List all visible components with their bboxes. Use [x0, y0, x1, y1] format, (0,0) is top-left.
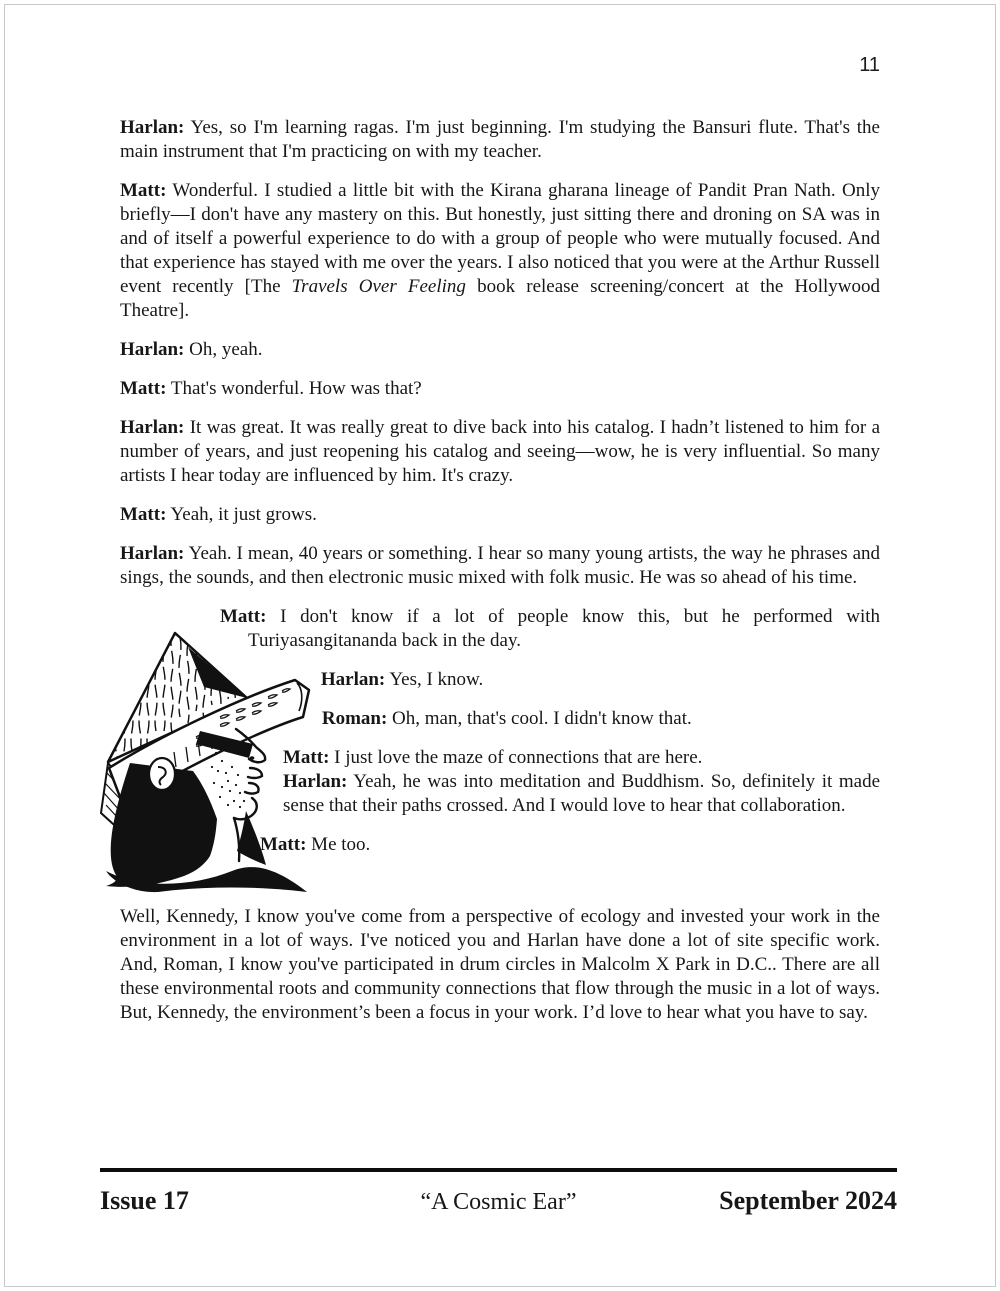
speaker-label: Matt: [120, 378, 167, 399]
dialogue-text: Oh, yeah. [189, 339, 263, 360]
dialogue-text: Yeah. I mean, 40 years or something. I hear so many young artists, the way he phrases and sings, the sounds, and then electronic music mixed with folk music. He was so ahead of his time. [120, 543, 880, 588]
dialogue-text: Wonderful. I studied a little bit with the Kirana gharana lineage of Pandit Pran Nath. Only briefly—I don't have any mastery on this. But honestly, just sitting there and droning on SA was in and of itself a powerful experience to do with a group of people who were mutually focused. And that experience has stayed with me over the years. I also noticed that you were at the Arthur Russell event recently [The [120, 180, 880, 297]
dialogue-text: Well, Kennedy, I know you've come from a perspective of ecology and invested your work in the environment in a lot of ways. I've noticed you and Harlan have done a lot of site specific work. And, Roman, I know you've participated in drum circles in Malcolm X Park in D.C.. There are all these environmental roots and community connections that flow through the music in a lot of ways. But, Kennedy, the environment’s been a focus in your work. I’d love to hear what you have to say. [120, 906, 880, 1023]
dialogue-paragraph [120, 542, 880, 590]
interview-body [120, 116, 880, 1040]
page-footer [100, 1168, 897, 1216]
speaker-label: Matt: [120, 504, 167, 525]
dialogue-paragraph [120, 416, 880, 488]
closing-question-paragraph [120, 905, 880, 1025]
dialogue-text: Yeah, he was into meditation and Buddhism. So, definitely it made sense that their paths crossed. And I would love to hear that collaboration. [283, 771, 881, 816]
speaker-label: Matt: [260, 834, 307, 855]
footer-row [100, 1172, 897, 1216]
dialogue-text: It was great. It was really great to dive back into his catalog. I hadn’t listened to him for a number of years, and just reopening his catalog and seeing—wow, he is very influential. So many artists I hear today are influenced by him. It's crazy. [120, 417, 880, 486]
book-title-italic: Travels Over Feeling [291, 276, 466, 297]
footer-title: “A Cosmic Ear” [420, 1189, 577, 1215]
dialogue-text: Yeah, it just grows. [170, 504, 317, 525]
dialogue-text: Yes, so I'm learning ragas. I'm just beginning. I'm studying the Bansuri flute. That's the main instrument that I'm practicing on with my teacher. [120, 117, 880, 162]
dialogue-text: Oh, man, that's cool. I didn't know that. [392, 708, 692, 729]
speaker-label: Harlan: [120, 339, 185, 360]
dialogue-text: Yes, I know. [389, 669, 484, 690]
dialogue-text: I just love the maze of connections that are here. [334, 747, 703, 768]
speaker-label: Harlan: [120, 117, 185, 138]
speaker-label: Matt: [283, 747, 330, 768]
footer-issue: Issue 17 [100, 1186, 189, 1215]
dialogue-text: That's wonderful. How was that? [170, 378, 422, 399]
dialogue-paragraph [120, 377, 880, 401]
dialogue-text: Me too. [311, 834, 371, 855]
speaker-label: Harlan: [283, 771, 348, 792]
speaker-label: Harlan: [320, 669, 386, 690]
dialogue-paragraph [120, 116, 880, 164]
speaker-label: Harlan: [120, 417, 185, 438]
speaker-label: Matt: [220, 606, 267, 627]
dialogue-text: book release screening/concert at the Hollywood Theatre]. [120, 276, 880, 321]
speaker-label: Roman: [321, 708, 388, 729]
dialogue-paragraph [120, 503, 880, 527]
speaker-label: Matt: [120, 180, 167, 201]
dialogue-paragraph [120, 338, 880, 362]
dialogue-paragraph [120, 179, 880, 323]
page-number: 11 [859, 54, 880, 76]
speaker-label: Harlan: [120, 543, 185, 564]
dialogue-text: I don't know if a lot of people know this, but he performed with Turiyasangitananda back in the day. [248, 606, 881, 651]
footer-date: September 2024 [719, 1186, 897, 1215]
